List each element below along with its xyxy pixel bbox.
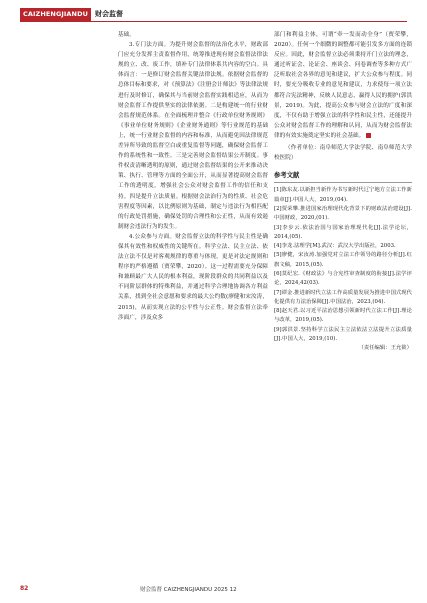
body-paragraph: 基础。 [118,32,135,38]
responsible-editor: （责任编辑：王允筱） [358,345,412,352]
journal-info: 财会监督 CAIZHENGJIANDU 2025 12 [140,587,237,593]
references-list [274,186,412,353]
author-affiliation: （作者单位：南阜师范大学法学院、南阜师范大学校医院） [274,145,412,162]
reference-item: [4]李龙.法理学[M].武汉：武汉大学出版社，2003. [274,243,396,250]
body-paragraph: 4.公众参与方面。财会监督立法的科学性与民主性是确保其有效性和权威性的关键所在。科学立法、民主立法、依法立法不仅是对客观规律的尊重与体现，更是对法定规则和程序的严格遵循（贾荣攀，2020）。这一过程需要充分保障和兼顾最广大人民的根本利益，现阶段群众的共同利益以及不同阶层群体的特殊利益，并通过科学合理地协调各方利益关系，找到全社会意愿和要求的最大公约数(廖健和宋汝涛，2015)，从而实现立法的公平性与公正性。财会监督立法牵涉面广，涉及众多 [118,233,268,321]
references-heading: 参考文献 [274,171,412,183]
body-paragraph: 3.专门法方面。为提升财会监督的法治化水平，财政部门应充分发挥主责监督作用，统筹推进现有财会监督法律法规的立、改、废工作，填补专门法律体系共内容的空白。具体而言：一是修订财会监督关键法律法规。依据财会监督的总体目标和要求，对《预算法》《注册会计师法》等法律法规进行及时修订，确保其与当前财会监督实践相适应，从而为财会监督工作提供坚实的法律依据。二是构建统一的行业财会监督规范体系。在全面梳理并整合《行政单位财务规则》《事业单位财务规则》《企业财务通则》等行业规范的基础上，统一行业财会监督的内容和标准，从而避免因法律规范差异所导致的监督空白或重复监督等问题，确保财会监督工作的系统性和一致性。三是完善财会监督结果公开制度。事件权责清晰透明的原则，通过财会监督结果的公开来推动决策、执行、管理等方面的全面公开，从而显著提高财会监督工作的透明度，增强社会公众对财会监督工作的信任和支持。四是提升立法质量。根据财会法治行为的性质、社会危害程度等因素，以比例原则为基础，制定与违法行为相匹配的行政处罚措施，确保处罚的合理性和公正性，从而有效遏制财会违法行为的发生。 [118,42,268,230]
end-mark-icon [366,133,371,138]
reference-item: [7]谭金.推进新时代立法工作高质量发展为推进中国式现代化提供有力法治保障[J].中国法治，2023,(04). [274,289,412,305]
reference-item: [8]赵天君.以习近平法治思想引领新时代立法工作[J].理论与改革，2019,(05). [274,308,412,324]
reference-item: [6]莫纪宏.《财政法》与合宪性审查制度的衔接[J].法学评论，2024,42(03). [274,270,412,287]
reference-item: [5]廖健，宋汝涛.加强党对立法工作领导的路径分析[J].红旗文稿，2015,(05). [274,252,412,268]
header-rule [20,21,407,22]
body-paragraph [274,30,412,141]
section-title: 财会监督 [94,10,123,18]
reference-item: [1]陈东友.以新担当新作为书写新时代辽宁地方立法工作新篇章[J].中国人大，2019,(04). [274,187,412,203]
left-text-column [118,30,268,323]
reference-item: [9]郭洪景.坚持科学立法民主立法依法立法提升立法质量[J].中国人大，2019,(10). [274,326,412,343]
reference-item: [2]贾荣攀.推进国家治理现代化背景下的财政法治建设[J].中国财政，2020,(01). [274,205,412,222]
page-header [20,6,407,22]
paragraph-text: 部门和利益主体，可谓“牵一发而动全身”（贾荣攀，2020）。任何一个细微的调整都可能引发多方面的连锁反应。因此，财会监督立法必须秉持开门立法的理念，通过听证会、论证会、座谈会、问卷调查等多种方式广泛听取社会各界的意见和建议，扩大公众参与程度。同时，要充分吸收专业的意见和建议，力求使每一项立法都符合宪法精神，反映人民意志，赢得人民的拥护(郭洪景，2019)。为此，提高公众参与财会立法的广度和深度，不仅有助于增强立法的科学性和民主性，还能提升公众对财会监督工作的理解和认同，从而为财会监督法律的有效实施奠定坚实的社会基础。 [274,32,412,139]
reference-item: [3]李步云.依法治国与国家治理现代化[J].法学论坛，2014,(05). [274,224,412,240]
right-text-column [274,30,412,354]
page-number: 82 [20,585,29,592]
journal-logo: CAIZHENGJIANDU [20,8,91,21]
page-footer [20,585,407,595]
